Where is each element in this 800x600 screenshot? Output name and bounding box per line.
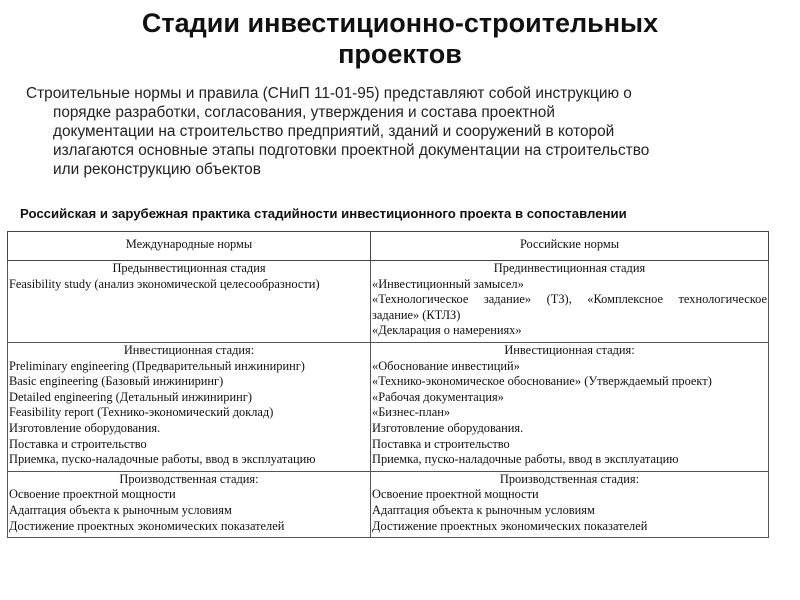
list-item: Приемка, пуско-наладочные работы, ввод в эксплуатацию [372,452,679,467]
intro-line: излагаются основные этапы подготовки проектной документации на строительство [53,142,650,159]
list-item: Адаптация объекта к рыночным условиям [372,502,595,517]
intro-line: документации на строительство предприятий, зданий и сооружений в которой [53,123,615,140]
table-row [8,342,769,471]
list-item: Достижение проектных экономических показателей [9,518,285,533]
list-item: «Обоснование инвестиций» [372,358,520,373]
table-caption: Российская и зарубежная практика стадийности инвестиционного проекта в сопоставлении [20,206,627,221]
intro-line: Строительные нормы и правила (СНиП 11-01-95) представляют собой инструкцию о [26,85,632,102]
list-item: «Бизнес-план» [372,405,451,420]
stage-title: Прединвестиционная стадия [493,261,646,275]
list-item: Достижение проектных экономических показателей [372,518,648,533]
list-item: Приемка, пуско-наладочные работы, ввод в эксплуатацию [9,452,316,467]
table-header-row [8,232,769,261]
column-header-russian: Российские нормы [371,232,769,261]
stage-title: Инвестиционная стадия: [123,342,255,357]
column-header-international: Международные нормы [8,232,371,261]
table-row [8,261,769,343]
list-item: Освоение проектной мощности [372,487,539,502]
list-item: Поставка и строительство [9,436,147,451]
page-title [0,8,800,70]
cell-international [8,471,371,537]
list-item: Изготовление оборудования. [372,420,524,435]
intro-line: порядке разработки, согласования, утверждения и состава проектной [53,104,555,121]
list-item: Освоение проектной мощности [9,487,176,502]
cell-russian [371,342,769,471]
list-item: Feasibility study (анализ экономической целесообразности) [9,276,320,291]
stage-title: Производственная стадия: [119,471,259,486]
page-title-line: проектов [338,39,462,69]
stage-title: Предынвестиционная стадия [112,261,266,275]
stage-title: Производственная стадия: [499,471,640,486]
stage-title: Инвестиционная стадия: [504,342,635,357]
list-item: Поставка и строительство [372,436,510,451]
table-row [8,471,769,537]
list-item: Изготовление оборудования. [9,420,161,435]
list-item: «Технологическое задание» (ТЗ), «Комплексное технологическое задание» (КТЛЗ) [372,292,767,322]
list-item: «Инвестиционный замысел» [372,276,524,291]
list-item: «Технико-экономическое обоснование» (Утверждаемый проект) [372,374,712,389]
comparison-table [7,231,769,538]
list-item: Preliminary engineering (Предварительный инжиниринг) [9,358,305,373]
intro-paragraph [26,84,766,179]
list-item: «Рабочая документация» [372,389,504,404]
list-item: «Декларация о намерениях» [372,323,522,338]
cell-international [8,342,371,471]
list-item: Feasibility report (Технико-экономический доклад) [9,405,274,420]
page-title-line: Стадии инвестиционно-строительных [141,8,659,38]
list-item: Адаптация объекта к рыночным условиям [9,502,232,517]
cell-russian [371,261,769,343]
cell-international [8,261,371,343]
cell-russian [371,471,769,537]
intro-line: или реконструкцию объектов [53,161,261,178]
list-item: Basic engineering (Базовый инжиниринг) [9,374,224,389]
list-item: Detailed engineering (Детальный инжиниринг) [9,389,252,404]
